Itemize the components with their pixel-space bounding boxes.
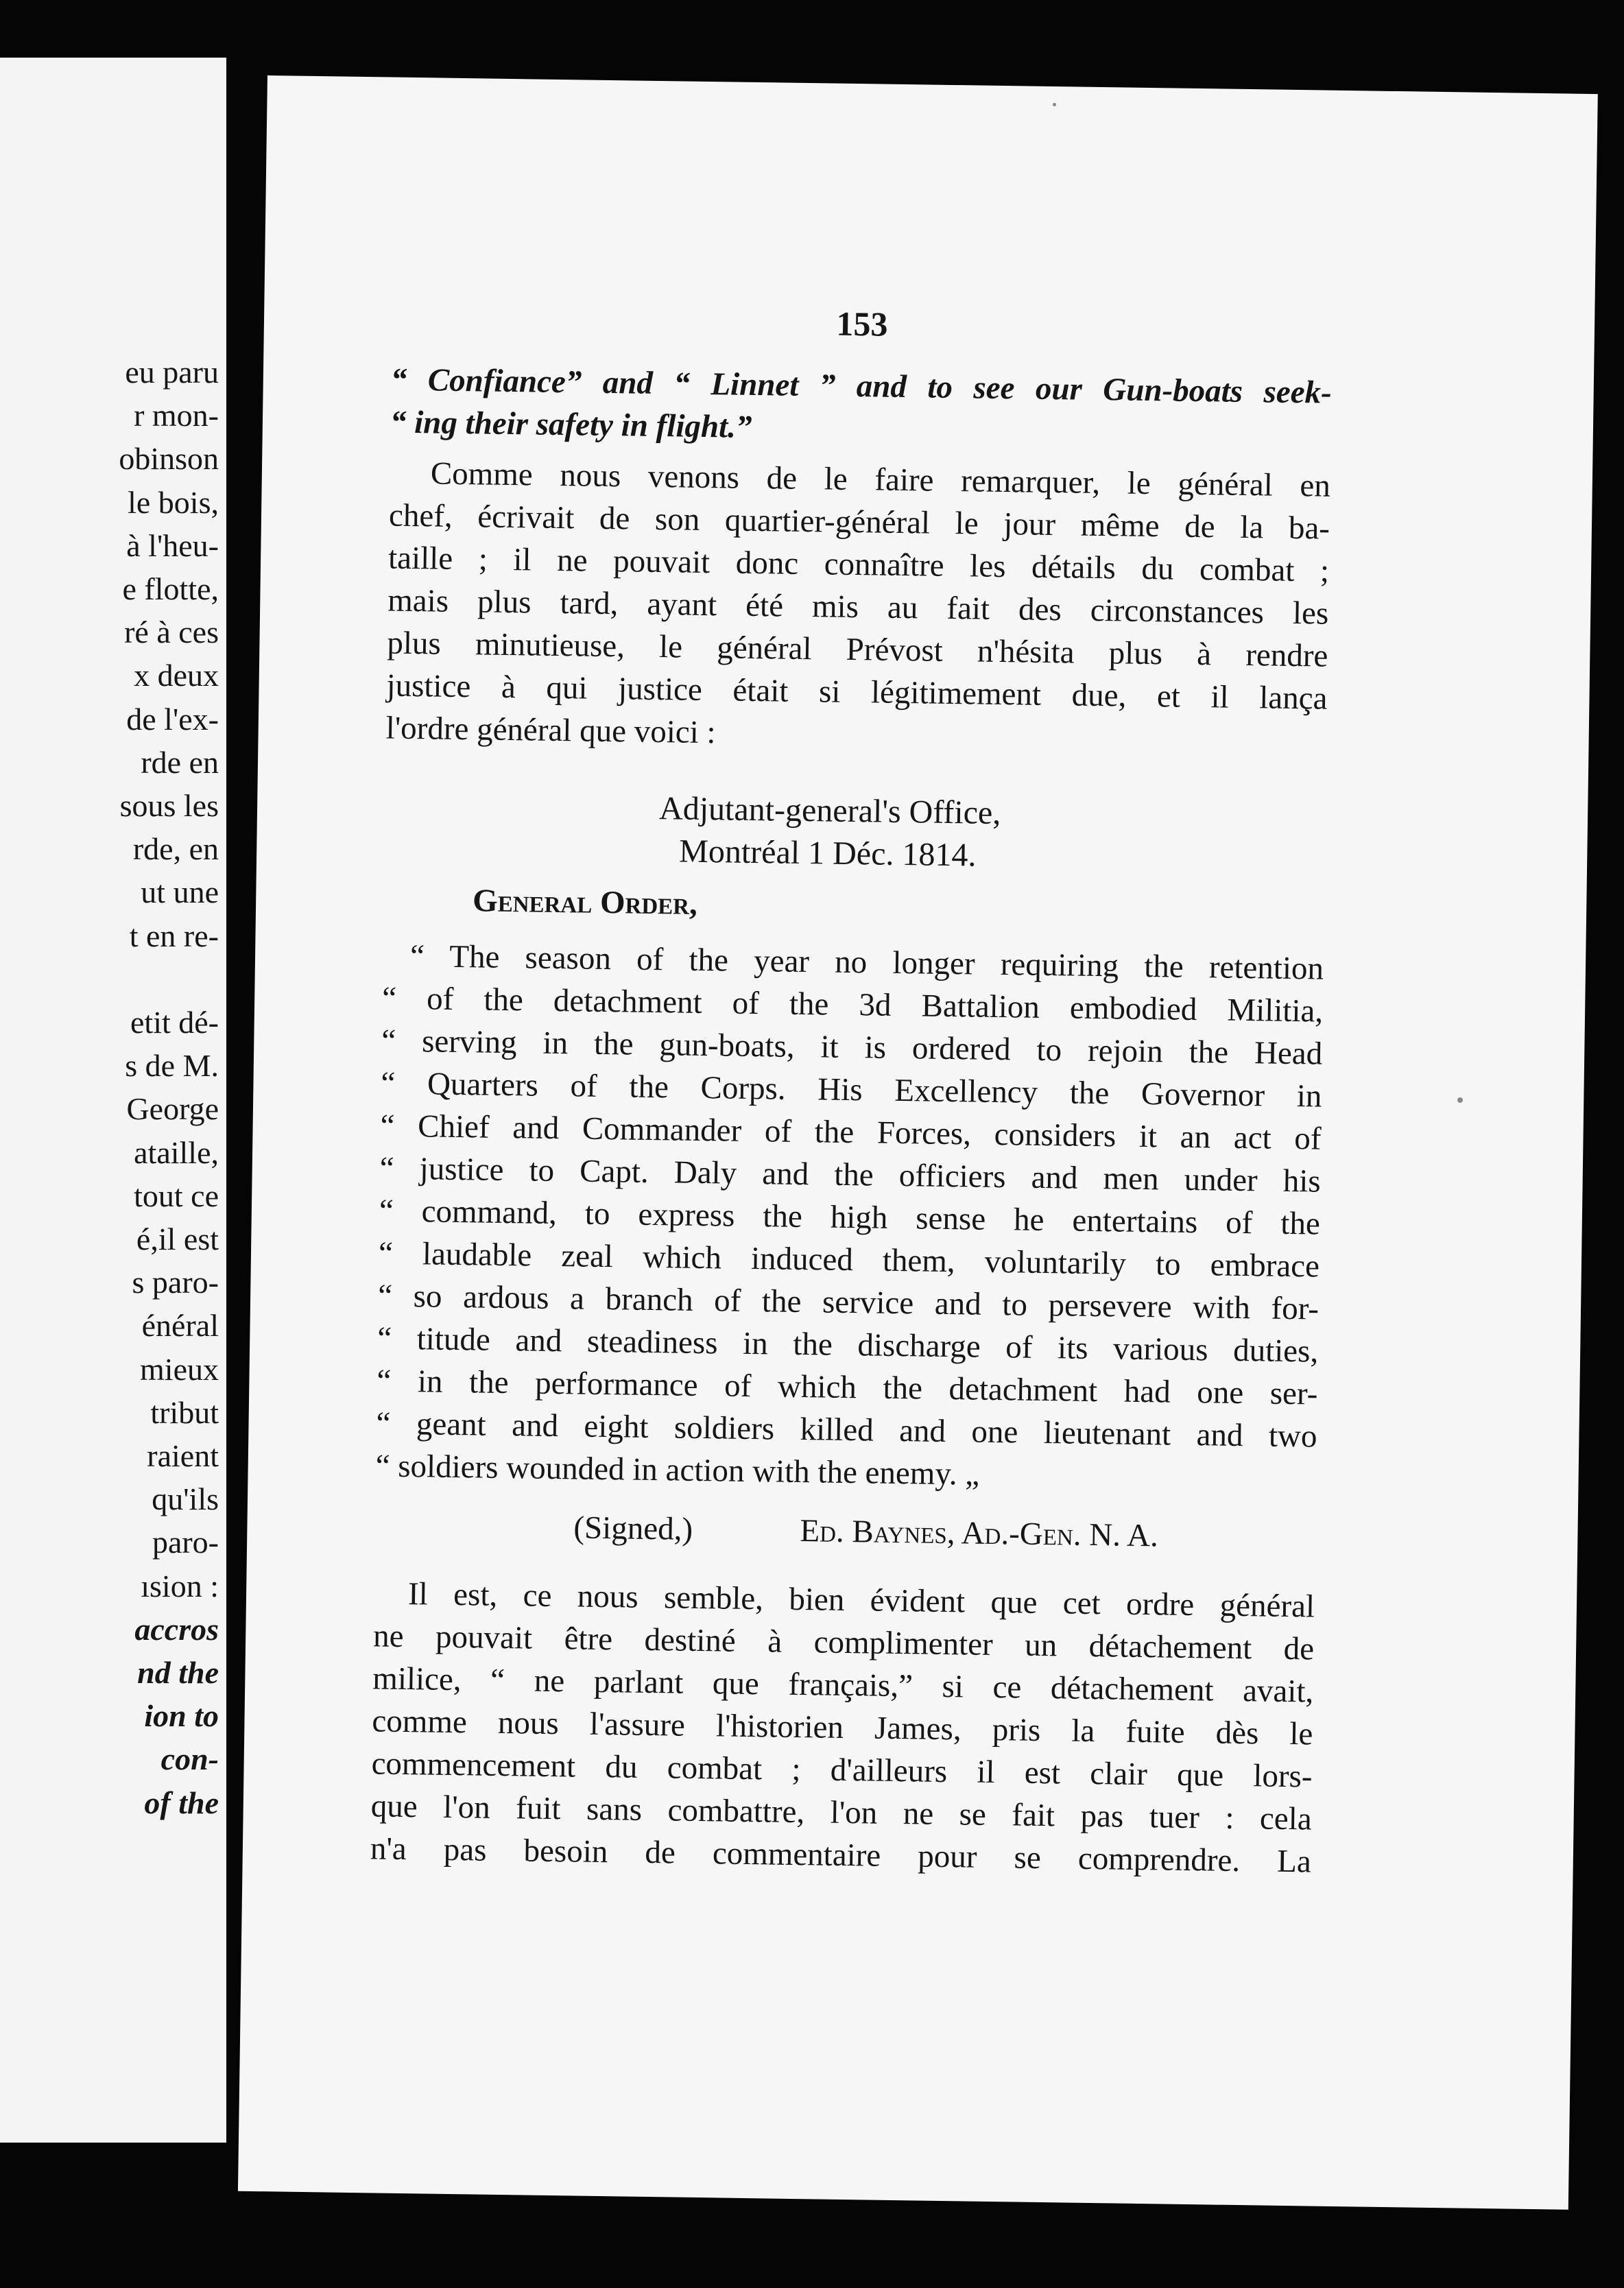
facing-page-fragment: [0, 58, 237, 2143]
paragraph-line: chef, écrivait de son quartier-général le jour même de la ba-: [388, 497, 1330, 547]
general-order-line: “ in the performance of which the detachment had one ser-: [377, 1363, 1318, 1412]
facing-page-line: George: [126, 1091, 219, 1127]
general-order-line: “ soldiers wounded in action with the enemy. „: [375, 1448, 980, 1492]
facing-page-line: s de M.: [125, 1048, 219, 1084]
order-heading: General Order,: [472, 883, 698, 922]
paragraph-line: commencement du combat ; d'ailleurs il est clair que lors-: [371, 1745, 1313, 1795]
facing-page-line: nd the: [137, 1655, 219, 1690]
facing-page-line: obinson: [119, 441, 219, 477]
facing-page-line: ion to: [144, 1698, 219, 1734]
page-number: 153: [836, 304, 888, 344]
office-line-2: Montréal 1 Déc. 1814.: [678, 833, 977, 874]
paragraph-line: taille ; il ne pouvait donc connaître les détails du combat ;: [387, 540, 1330, 589]
facing-page-line: paro-: [152, 1525, 219, 1560]
facing-page-line: tout ce: [134, 1178, 219, 1213]
facing-page-line: eu paru: [125, 355, 219, 390]
speck: [1457, 1097, 1463, 1103]
paragraph-line: Comme nous venons de le faire remarquer, le général en: [430, 455, 1331, 504]
facing-page-line: de l'ex-: [126, 701, 219, 737]
facing-page-line: tribut: [150, 1394, 219, 1430]
facing-page-line: of the: [144, 1785, 219, 1820]
paragraph-line: justice à qui justice était si légitimement due, et il lança: [386, 667, 1328, 717]
paragraph-line: n'a pas besoin de commentaire pour se comprendre. La: [370, 1831, 1312, 1880]
quotation-line: “ ing their safety in flight.”: [390, 404, 752, 445]
signed-name: [800, 1510, 1253, 1558]
facing-page-line: le bois,: [128, 484, 219, 520]
facing-page-line: accros: [134, 1611, 219, 1647]
facing-page-line: ré à ces: [124, 615, 219, 650]
general-order-line: “ geant and eight soldiers killed and one lieutenant and two: [376, 1405, 1317, 1455]
facing-page-line: e flotte,: [122, 571, 219, 606]
facing-page-line: ısion :: [141, 1568, 219, 1604]
quotation-line: “ Confiance” and “ Linnet ” and to see our Gun-boats seek-: [390, 361, 1333, 411]
facing-page-line: sous les: [119, 788, 219, 823]
book-page: [238, 75, 1598, 2210]
general-order-line: “ of the detachment of the 3d Battalion embodied Militia,: [381, 980, 1324, 1029]
signed-label: (Signed,): [573, 1510, 693, 1547]
facing-page-line: s paro-: [132, 1265, 219, 1300]
facing-page-line: ataille,: [134, 1134, 219, 1170]
paragraph-line: plus minutieuse, le général Prévost n'hésita plus à rendre: [387, 625, 1328, 674]
facing-page-line: con-: [160, 1741, 219, 1777]
facing-page-line: mieux: [140, 1351, 219, 1387]
facing-page-line: à l'heu-: [126, 527, 219, 563]
facing-page-line: rde, en: [132, 831, 219, 867]
page-text-block: [366, 78, 1336, 2206]
general-order-line: “ titude and steadiness in the discharge of its various duties,: [377, 1320, 1319, 1370]
general-order-line: “ serving in the gun-boats, it is ordered to rejoin the Head: [381, 1023, 1323, 1072]
signed-name-text: Ed. Baynes, Ad.-Gen. N. A.: [800, 1513, 1159, 1554]
speck: [1053, 103, 1056, 106]
general-order-line: “ laudable zeal which induced them, voluntarily to embrace: [378, 1235, 1320, 1285]
facing-page-line: raient: [147, 1438, 219, 1473]
paragraph-line: que l'on fuit sans combattre, l'on ne se fait pas tuer : cela: [370, 1788, 1313, 1837]
general-order-line: “ command, to express the high sense he entertains of the: [379, 1193, 1321, 1242]
general-order-line: “ justice to Capt. Daly and the officiers and men under his: [379, 1150, 1321, 1200]
general-order-line: “ Quarters of the Corps. His Excellency the Governor in: [381, 1065, 1322, 1115]
facing-page-line: etit dé-: [130, 1005, 219, 1040]
paragraph-line: Il est, ce nous semble, bien évident que cet ordre général: [407, 1576, 1315, 1625]
facing-page-line: r mon-: [134, 398, 219, 433]
paragraph-line: ne pouvait être destiné à complimenter un détachement de: [372, 1618, 1315, 1667]
general-order-line: “ Chief and Commander of the Forces, considers it an act of: [380, 1108, 1322, 1157]
general-order-line: “ so ardous a branch of the service and to persevere with for-: [377, 1278, 1320, 1327]
paragraph-line: l'ordre général que voici :: [385, 710, 716, 751]
facing-page-line: t en re-: [129, 918, 219, 953]
paragraph-line: comme nous l'assure l'historien James, pris la fuite dès le: [372, 1703, 1313, 1752]
facing-page-line: x deux: [134, 658, 219, 693]
facing-page-line: énéral: [141, 1308, 219, 1344]
office-line-1: Adjutant-general's Office,: [658, 790, 1001, 832]
facing-page-line: qu'ils: [152, 1481, 219, 1517]
paragraph-line: milice, “ ne parlant que français,” si ce détachement avait,: [372, 1660, 1314, 1710]
general-order-line: “ The season of the year no longer requiring the retention: [409, 938, 1324, 987]
facing-page-line: ut une: [141, 874, 219, 910]
paragraph-line: mais plus tard, ayant été mis au fait des circonstances les: [387, 582, 1329, 632]
facing-page-line: é,il est: [136, 1222, 219, 1256]
facing-page-line: rde en: [141, 744, 219, 780]
